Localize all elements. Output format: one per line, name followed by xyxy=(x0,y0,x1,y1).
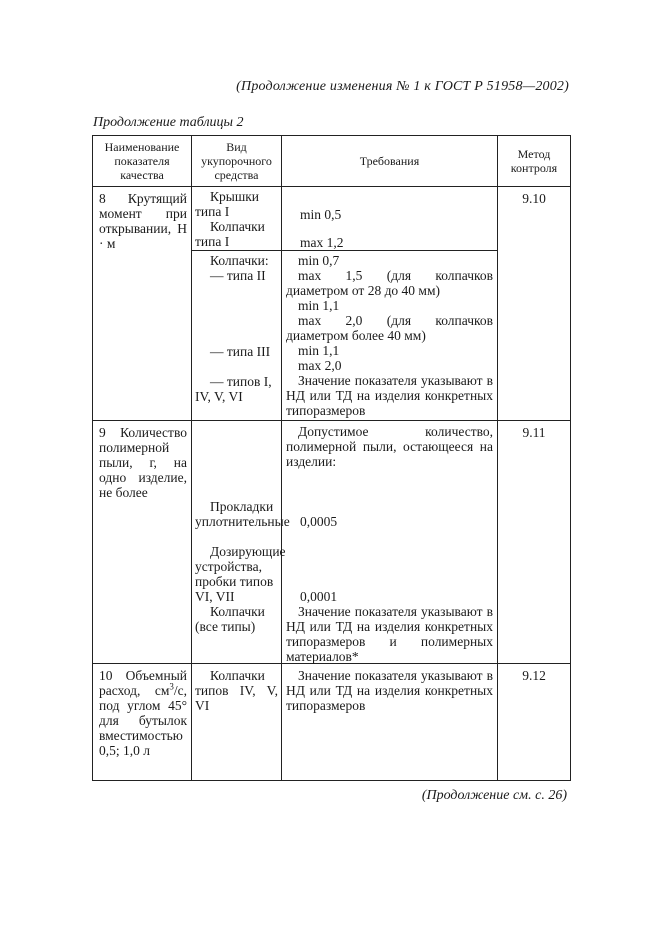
row8-req-a xyxy=(282,187,498,251)
row8-type-a-1: Крышки xyxy=(210,189,260,204)
row9-req xyxy=(282,421,498,664)
row9-req-value-2: 0,0001 xyxy=(300,589,338,604)
row8-type-b-3: — типа III xyxy=(210,344,271,359)
row8-type-a-2: типа I xyxy=(195,204,230,219)
row8-types-a xyxy=(192,187,282,251)
row8-type-a-3: Колпачки xyxy=(210,219,265,234)
row8-name: 8 Крутящий момент при открывании, Н · м xyxy=(93,187,192,421)
row10-types: Колпачки типов IV, V, VI xyxy=(192,664,282,781)
row10-name-part-2: /с, под углом 45° xyxy=(99,683,187,713)
row9-type-2: Дозирующие устройства, пробки типов VI, VII xyxy=(195,544,286,604)
row8-type-b-5: IV, V, VI xyxy=(195,389,243,404)
row9-type-1: Прокладки уплотнительные xyxy=(195,499,290,529)
row9-req-note: Значение показателя указывают в НД или ТД на изделия конкретных типоразмеров и полимерных материалов* xyxy=(286,604,493,664)
row8-req-a-1: min 0,5 xyxy=(300,207,342,222)
table-row xyxy=(93,664,571,781)
row10-req: Значение показателя указывают в НД или ТД на изделия конкретных типоразмеров xyxy=(282,664,498,781)
row8-req-b-2: max 1,5 (для колпачков диаметром от 28 до 40 мм) xyxy=(286,268,493,298)
row9-type-3: Колпачки (все типы) xyxy=(195,604,265,634)
table-row xyxy=(93,187,571,251)
table-caption: Продолжение таблицы 2 xyxy=(93,115,244,130)
row8-types-b xyxy=(192,251,282,421)
row9-method: 9.11 xyxy=(498,421,571,664)
row9-req-intro: Допустимое количество, полимерной пыли, остающееся на изделии: xyxy=(286,424,493,469)
table-row xyxy=(93,421,571,664)
row8-req-b-5: min 1,1 xyxy=(298,343,340,358)
header-continuation: (Продолжение изменения № 1 к ГОСТ Р 51958—2002) xyxy=(236,79,569,94)
row9-name: 9 Количество полимерной пыли, г, на одно изделие, не более xyxy=(93,421,192,664)
row8-req-b-1: min 0,7 xyxy=(298,253,340,268)
row8-req-b-6: max 2,0 xyxy=(298,358,342,373)
row10-name xyxy=(93,664,192,781)
row8-req-b-7: Значение показателя указывают в НД или ТД на изделия конкретных типоразмеров xyxy=(286,373,493,418)
row8-req-b-3: min 1,1 xyxy=(298,298,340,313)
row8-type-b-2: — типа II xyxy=(210,268,266,283)
col-header-requirements: Требования xyxy=(282,136,498,187)
row10-name-part-1: 10 Объемный расход, см xyxy=(99,668,187,698)
row10-name-sup: 3 xyxy=(169,681,174,692)
row8-req-a-2: max 1,2 xyxy=(300,235,344,250)
row10-method: 9.12 xyxy=(498,664,571,781)
col-header-method: Метод контроля xyxy=(498,136,571,187)
col-header-type: Вид укупорочного средства xyxy=(192,136,282,187)
row8-type-b-4: — типов I, xyxy=(210,374,272,389)
row8-req-b-4: max 2,0 (для колпачков диаметром более 40 мм) xyxy=(286,313,493,343)
table-header-row xyxy=(93,136,571,187)
row10-name-part-3: для бутылок вместимостью 0,5; 1,0 л xyxy=(99,713,187,758)
row9-req-value-1: 0,0005 xyxy=(300,514,338,529)
row8-method: 9.10 xyxy=(498,187,571,421)
row9-types xyxy=(192,421,290,664)
row8-req-b xyxy=(282,251,498,421)
requirements-table xyxy=(92,135,571,781)
col-header-name: Наименование показателя качества xyxy=(93,136,192,187)
row8-type-a-4: типа I xyxy=(195,234,230,249)
row8-type-b-1: Колпачки: xyxy=(210,253,269,268)
footer-continuation: (Продолжение см. с. 26) xyxy=(421,788,567,803)
